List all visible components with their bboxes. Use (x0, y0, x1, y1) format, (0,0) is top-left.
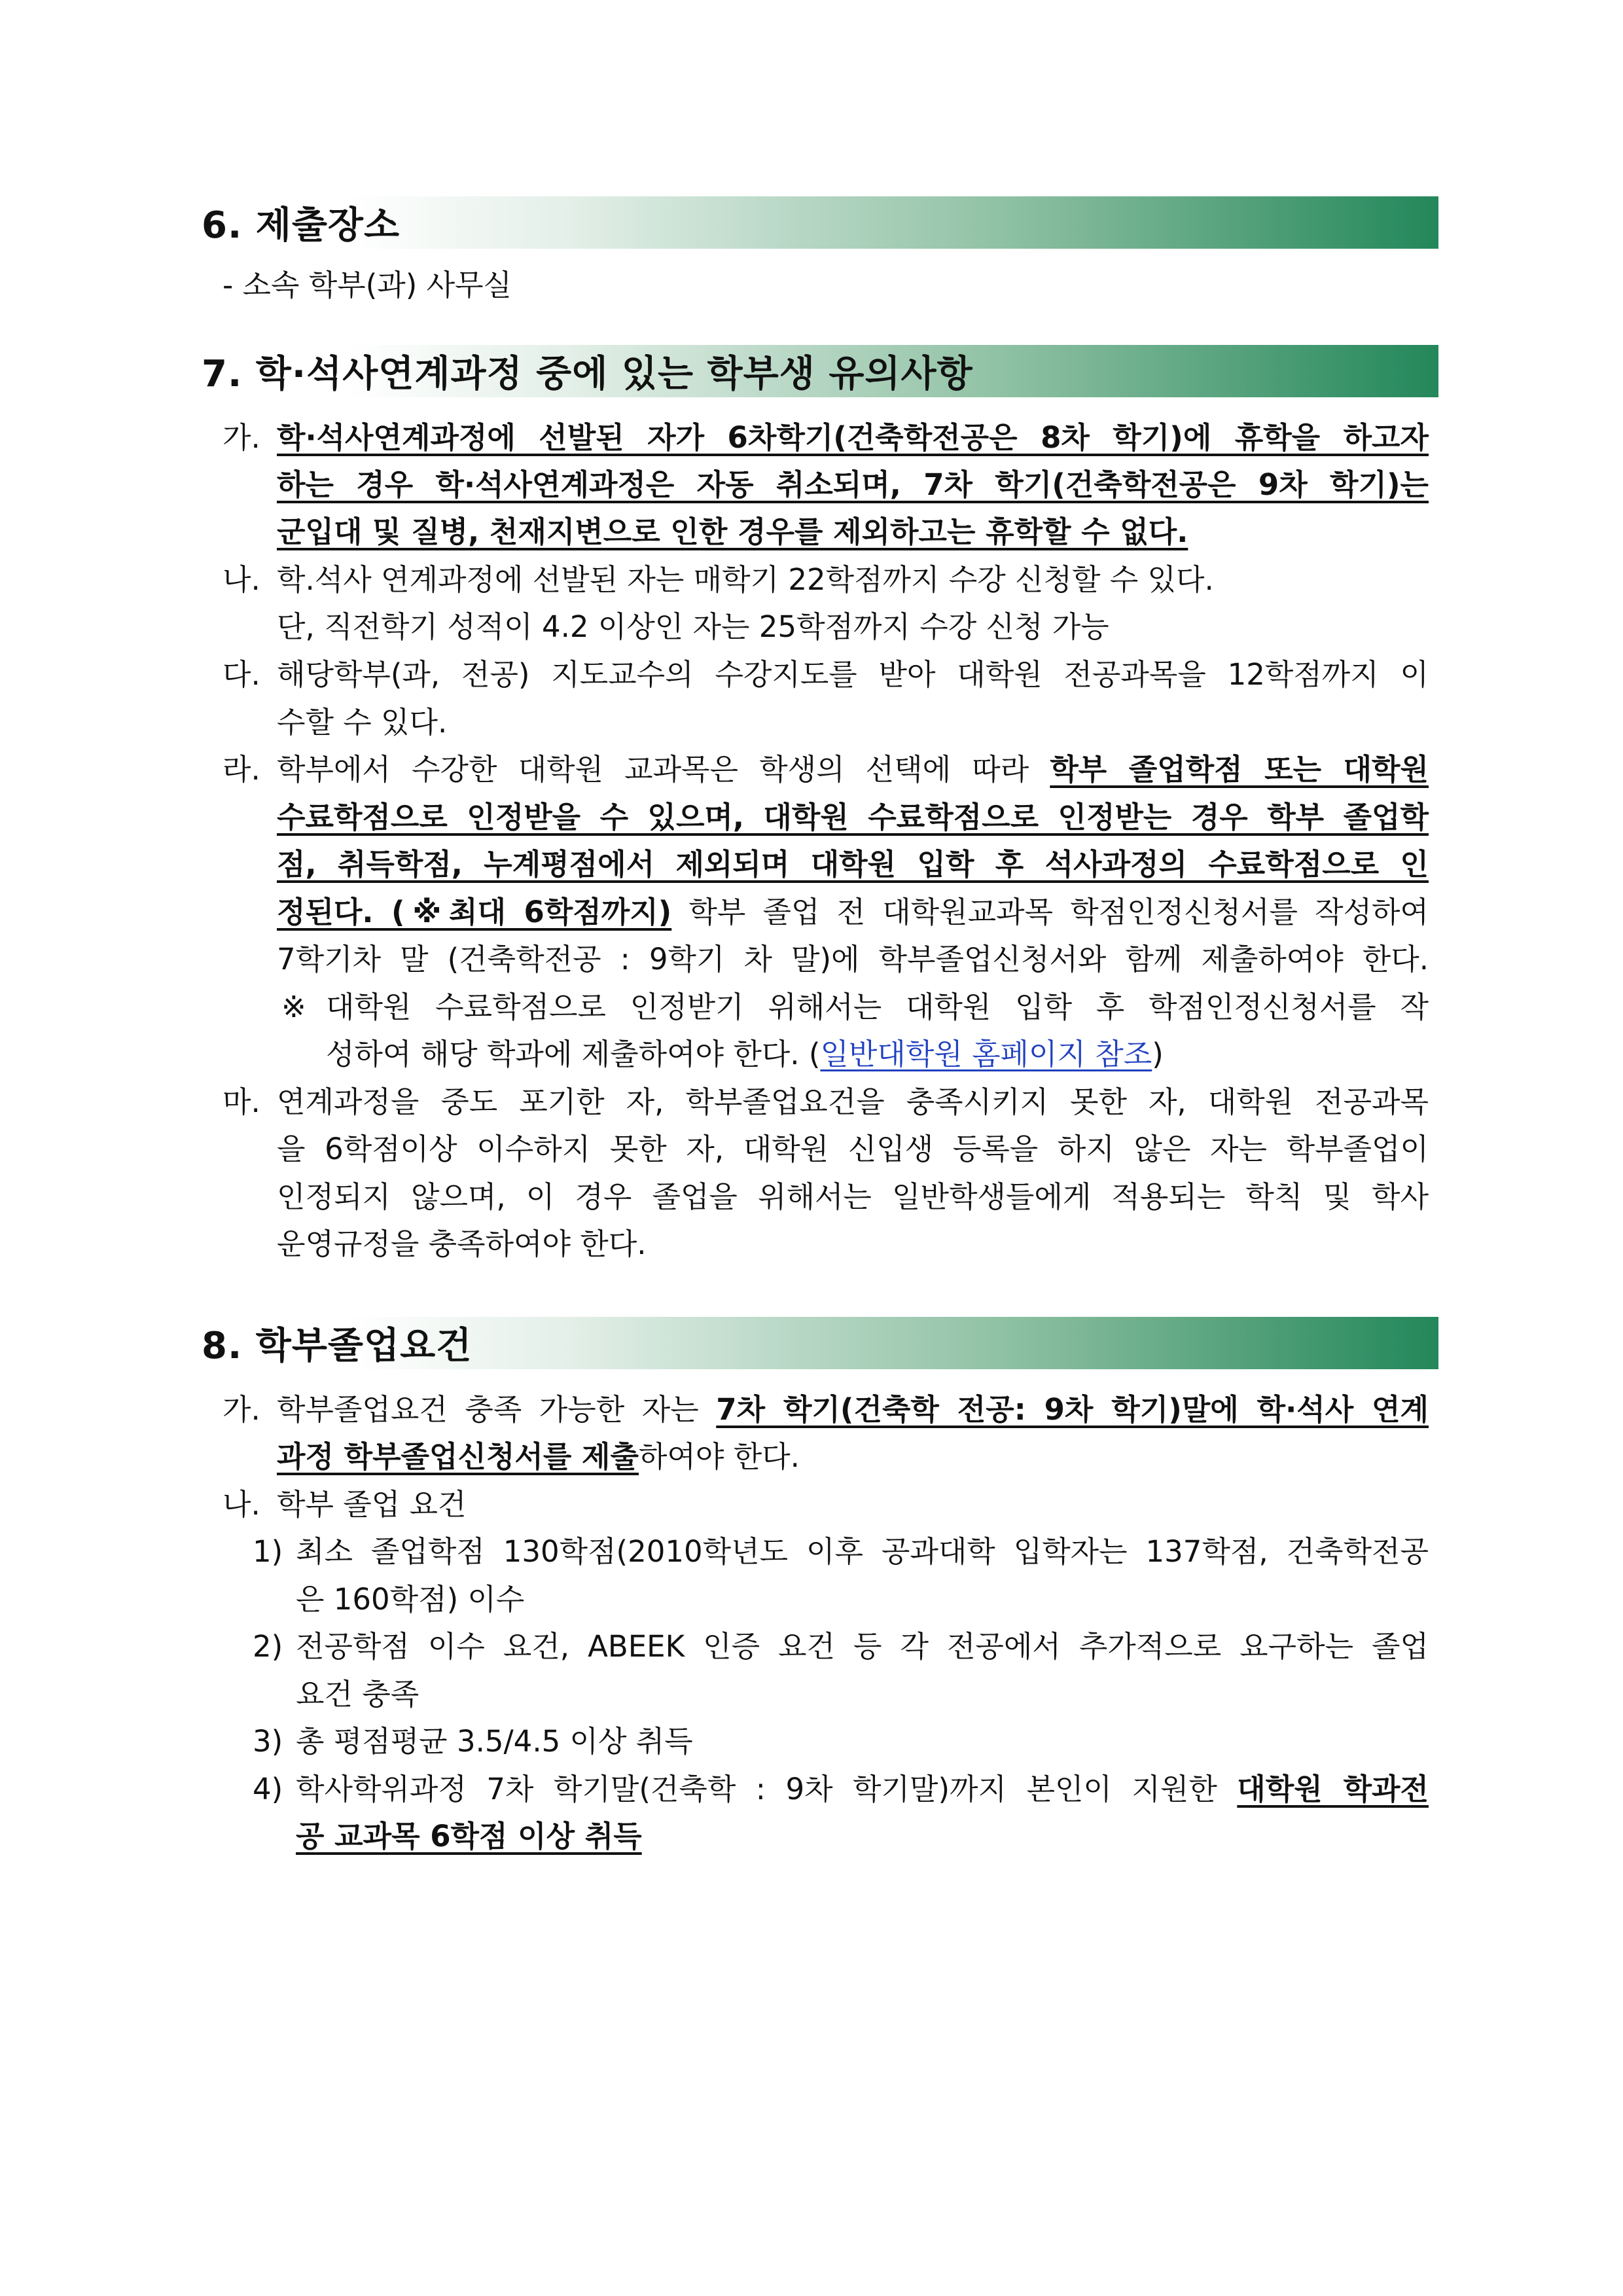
s7-ra-line-1-plain: 학부에서 수강한 대학원 교과목은 학생의 선택에 따라 (277, 752, 1050, 787)
s7-ra-line-3: 점, 취득학점, 누계평점에서 제외되며 대학원 입학 후 석사과정의 수료학점으로 인 (277, 847, 1429, 882)
s8-item-1-line-2: 은 160학점) 이수 (296, 1582, 525, 1617)
section-8-title: 8. 학부졸업요건 (202, 1325, 473, 1367)
s8-item-4-line-2: 공 교과목 6학점 이상 취득 (296, 1819, 642, 1854)
s7-ra-note-marker: ※ (281, 990, 306, 1024)
s7-ra-note-text-a: 성하여 해당 학과에 제출하여야 한다. ( (326, 1037, 821, 1071)
s7-ra-note-text-b: ) (1152, 1037, 1164, 1071)
s7-ga-line-3: 군입대 및 질병, 천재지변으로 인한 경우를 제외하고는 휴학할 수 없다. (277, 514, 1188, 549)
s7-da-line-1: 해당학부(과, 전공) 지도교수의 수강지도를 받아 대학원 전공과목을 12학점까지 이 (277, 657, 1429, 692)
s7-ma-line-4: 운영규정을 충족하여야 한다. (277, 1227, 647, 1261)
s7-ga-line-1: 학·석사연계과정에 선발된 자가 6차학기(건축학전공은 8차 학기)에 휴학을 하고자 (277, 420, 1429, 455)
s7-na-line-1: 학.석사 연계과정에 선발된 자는 매학기 22학점까지 수강 신청할 수 있다. (277, 562, 1214, 597)
s8-item-4-line-1-bold: 대학원 학과전 (1237, 1772, 1429, 1806)
section-6-title: 6. 제출장소 (202, 204, 401, 247)
s8-item-3-marker: 3) (253, 1724, 283, 1759)
s8-ga-line-1-bold: 7차 학기(건축학 전공: 9차 학기)말에 학·석사 연계 (716, 1392, 1429, 1427)
s7-da-marker: 다. (223, 657, 260, 692)
s7-ma-line-1: 연계과정을 중도 포기한 자, 학부졸업요건을 충족시키지 못한 자, 대학원 전공과목 (277, 1085, 1429, 1119)
s7-ma-line-3: 인정되지 않으며, 이 경우 졸업을 위해서는 일반학생들에게 적용되는 학칙 및 학사 (277, 1179, 1429, 1214)
s8-item-4-line-1 (296, 1766, 1429, 1813)
section-7-header (199, 345, 1438, 397)
s8-ga-line-2 (277, 1433, 800, 1480)
section-8-header (199, 1317, 1438, 1369)
s7-ma-line-2: 을 6학점이상 이수하지 못한 자, 대학원 신입생 등록을 하지 않은 자는 학부졸업이 (277, 1132, 1429, 1166)
s8-item-1-line-1: 최소 졸업학점 130학점(2010학년도 이후 공과대학 입학자는 137학점, 건축학전공 (296, 1534, 1429, 1569)
grad-school-homepage-link[interactable]: 일반대학원 홈페이지 참조 (820, 1037, 1152, 1071)
s7-ra-note-line-1: 대학원 수료학점으로 인정받기 위해서는 대학원 입학 후 학점인정신청서를 작 (326, 990, 1429, 1024)
s8-ga-line-2-plain: 하여야 한다. (638, 1439, 800, 1474)
s7-ga-marker: 가. (223, 420, 260, 455)
s7-ra-line-4-plain: 학부 졸업 전 대학원교과목 학점인정신청서를 작성하여 (671, 895, 1429, 929)
s8-ga-line-2-bold: 과정 학부졸업신청서를 제출 (277, 1439, 639, 1474)
s7-ma-marker: 마. (223, 1085, 260, 1119)
s8-item-3-line-1: 총 평점평균 3.5/4.5 이상 취득 (296, 1724, 693, 1759)
s7-ra-line-2: 수료학점으로 인정받을 수 있으며, 대학원 수료학점으로 인정받는 경우 학부 졸업학 (277, 800, 1429, 834)
s8-na-marker: 나. (223, 1487, 260, 1522)
s8-ga-line-1 (277, 1386, 1429, 1433)
s7-ga-line-2: 하는 경우 학·석사연계과정은 자동 취소되며, 7차 학기(건축학전공은 9차 학기)는 (277, 467, 1429, 502)
s8-ga-marker: 가. (223, 1392, 260, 1427)
s7-ra-marker: 라. (223, 752, 260, 787)
s7-ra-line-4-bold: 정된다. (※최대 6학점까지) (277, 895, 672, 929)
s8-item-2-line-2: 요건 충족 (296, 1677, 419, 1712)
s8-na-line-1: 학부 졸업 요건 (277, 1487, 467, 1522)
section-7-title: 7. 학·석사연계과정 중에 있는 학부생 유의사항 (202, 353, 973, 395)
s7-na-marker: 나. (223, 562, 260, 597)
s8-item-2-line-1: 전공학점 이수 요건, ABEEK 인증 요건 등 각 전공에서 추가적으로 요구하는 졸업 (296, 1629, 1429, 1664)
section-6-header (199, 196, 1438, 249)
s8-ga-line-1-plain: 학부졸업요건 충족 가능한 자는 (277, 1392, 717, 1427)
s8-item-4-line-1-plain: 학사학위과정 7차 학기말(건축학 : 9차 학기말)까지 본인이 지원한 (296, 1772, 1238, 1806)
s6-line: - 소속 학부(과) 사무실 (223, 268, 512, 302)
s8-item-2-marker: 2) (253, 1629, 283, 1664)
s8-item-1-marker: 1) (253, 1534, 283, 1569)
s7-ra-line-4 (277, 889, 1429, 936)
s8-item-4-marker: 4) (253, 1772, 283, 1806)
s7-ra-note-line-2 (326, 1031, 1164, 1078)
s7-ra-line-1-bold: 학부 졸업학점 또는 대학원 (1050, 752, 1429, 787)
s7-na-line-2: 단, 직전학기 성적이 4.2 이상인 자는 25학점까지 수강 신청 가능 (277, 609, 1109, 644)
s7-da-line-2: 수할 수 있다. (277, 705, 448, 740)
s7-ra-line-5: 7학기차 말 (건축학전공 : 9학기 차 말)에 학부졸업신청서와 함께 제출하여야 한다. (277, 942, 1429, 977)
s7-ra-line-1 (277, 746, 1429, 793)
